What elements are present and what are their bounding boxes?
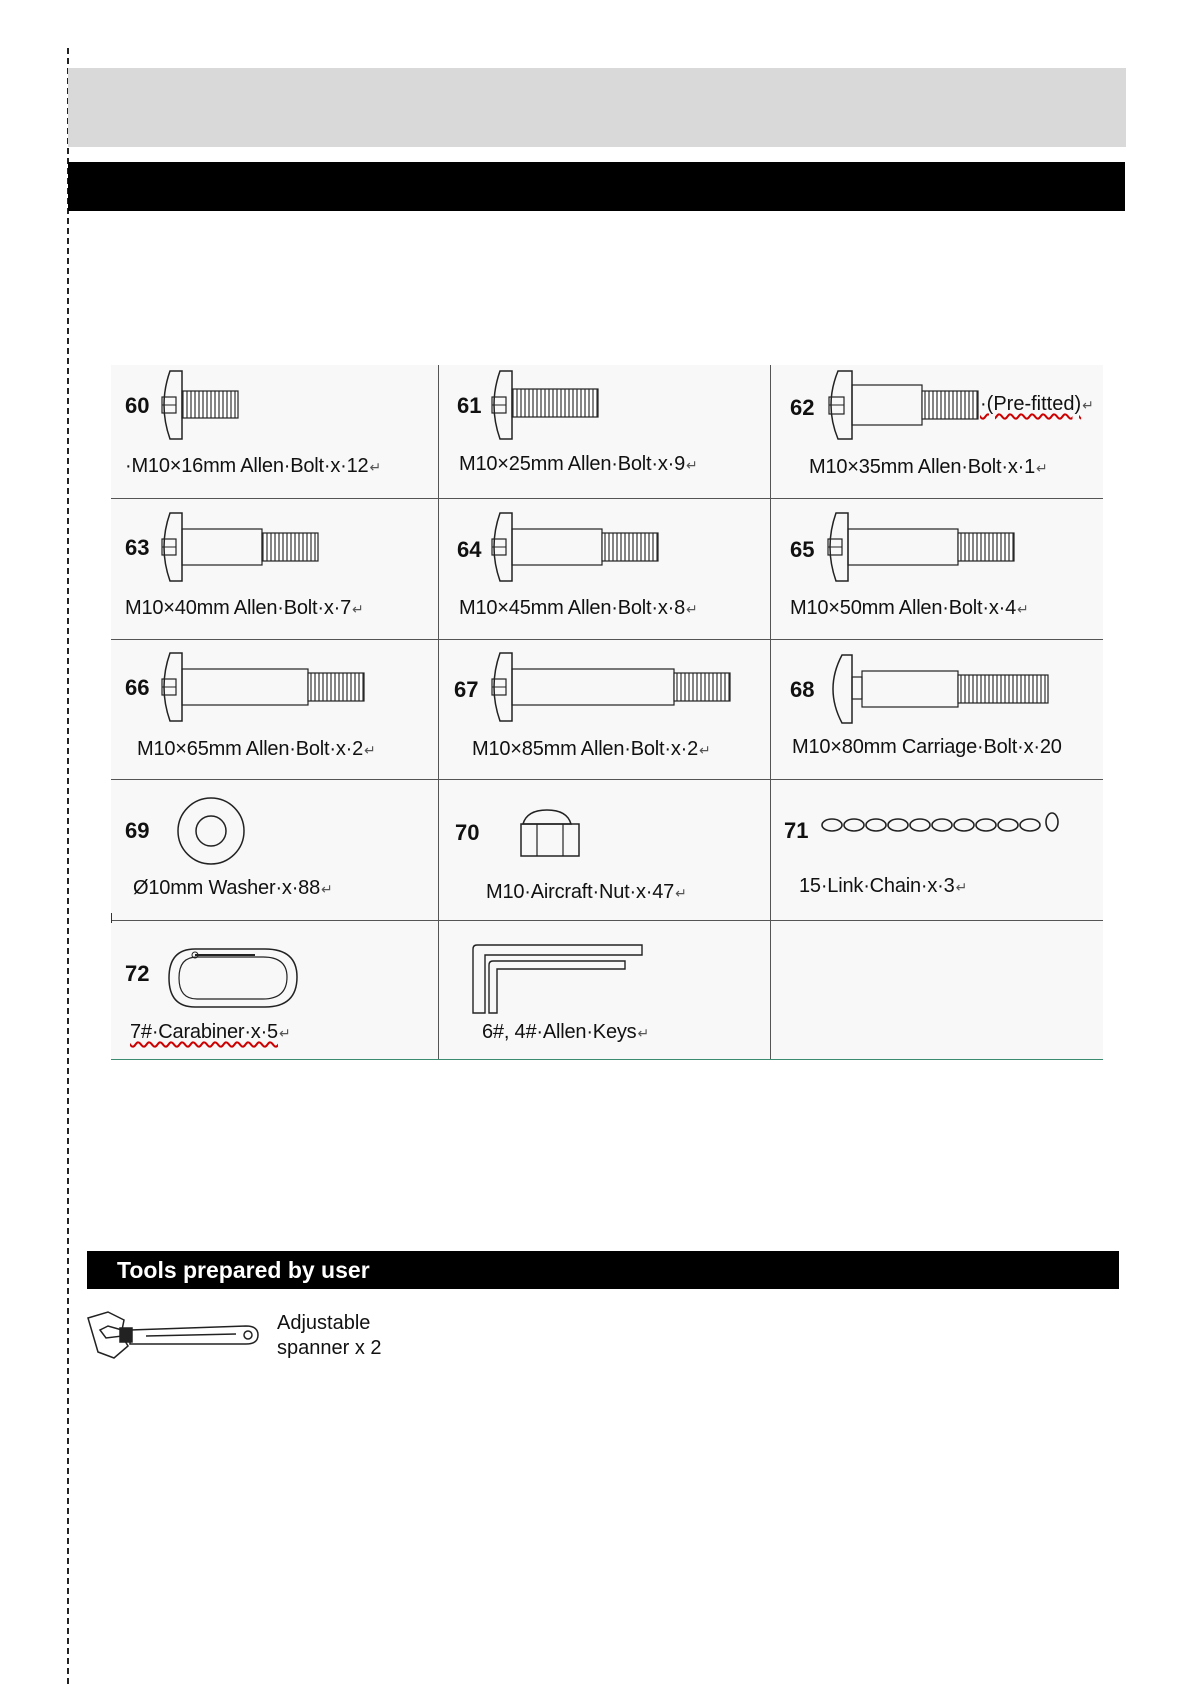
table-divider bbox=[438, 365, 439, 1059]
part-label: M10×80mm Carriage·Bolt·x·20 bbox=[792, 736, 1062, 758]
part-number: 64 bbox=[457, 537, 482, 562]
part-number: 68 bbox=[790, 677, 815, 702]
allen-bolt-icon bbox=[824, 509, 1044, 589]
part-number: 72 bbox=[125, 961, 150, 986]
pre-fitted-note: ·(Pre-fitted)↵ bbox=[980, 393, 1094, 415]
part-number: 60 bbox=[125, 393, 150, 418]
part-label: 15·Link·Chain·x·3↵ bbox=[799, 875, 968, 897]
header-black-band bbox=[68, 162, 1125, 211]
part-number: 71 bbox=[784, 818, 809, 843]
aircraft-nut-icon bbox=[517, 808, 587, 860]
part-label: M10·Aircraft·Nut·x·47↵ bbox=[486, 881, 687, 903]
tools-title: Tools prepared by user bbox=[117, 1257, 370, 1283]
spanner-label bbox=[277, 1311, 382, 1361]
spanner-icon bbox=[86, 1308, 262, 1360]
part-number: 61 bbox=[457, 393, 482, 418]
part-label: M10×45mm Allen·Bolt·x·8↵ bbox=[459, 597, 698, 619]
allen-bolt-icon bbox=[488, 365, 628, 445]
part-number: 63 bbox=[125, 535, 150, 560]
allen-bolt-icon bbox=[488, 649, 778, 729]
part-label: Ø10mm Washer·x·88↵ bbox=[133, 877, 333, 899]
carriage-bolt-icon bbox=[824, 651, 1064, 731]
spanner-line-2: spanner x 2 bbox=[277, 1337, 382, 1359]
part-label: M10×85mm Allen·Bolt·x·2↵ bbox=[472, 738, 711, 760]
part-label: M10×65mm Allen·Bolt·x·2↵ bbox=[137, 738, 376, 760]
allen-bolt-icon bbox=[158, 509, 328, 589]
part-label: M10×40mm Allen·Bolt·x·7↵ bbox=[125, 597, 364, 619]
allen-bolt-icon bbox=[158, 649, 388, 729]
table-divider bbox=[111, 920, 1103, 921]
part-number: 70 bbox=[455, 820, 480, 845]
part-number: 66 bbox=[125, 675, 150, 700]
carabiner-icon bbox=[165, 943, 301, 1013]
part-number: 62 bbox=[790, 395, 815, 420]
table-divider bbox=[111, 639, 1103, 640]
tools-section-header bbox=[87, 1251, 1119, 1289]
allen-bolt-icon bbox=[488, 509, 688, 589]
hardware-table bbox=[111, 365, 1103, 1060]
part-number: 69 bbox=[125, 818, 150, 843]
part-label: M10×50mm Allen·Bolt·x·4↵ bbox=[790, 597, 1029, 619]
washer-icon bbox=[175, 795, 247, 867]
spanner-line-1: Adjustable bbox=[277, 1312, 371, 1334]
header-gray-band bbox=[68, 68, 1126, 147]
allen-keys-icon bbox=[465, 943, 645, 1015]
margin-tick bbox=[111, 913, 112, 923]
table-divider bbox=[111, 779, 1103, 780]
part-label: 6#, 4#·Allen·Keys↵ bbox=[482, 1021, 649, 1043]
part-label: 7#·Carabiner·x·5↵ bbox=[130, 1021, 291, 1043]
allen-bolt-icon bbox=[824, 365, 1004, 445]
chain-icon bbox=[820, 813, 1060, 837]
allen-bolt-icon bbox=[158, 365, 248, 445]
part-label: M10×35mm Allen·Bolt·x·1↵ bbox=[809, 456, 1048, 478]
part-label: ·M10×16mm Allen·Bolt·x·12↵ bbox=[125, 455, 381, 477]
table-divider bbox=[111, 498, 1103, 499]
part-number: 65 bbox=[790, 537, 815, 562]
part-label: M10×25mm Allen·Bolt·x·9↵ bbox=[459, 453, 698, 475]
cut-line bbox=[67, 48, 69, 1684]
part-number: 67 bbox=[454, 677, 479, 702]
